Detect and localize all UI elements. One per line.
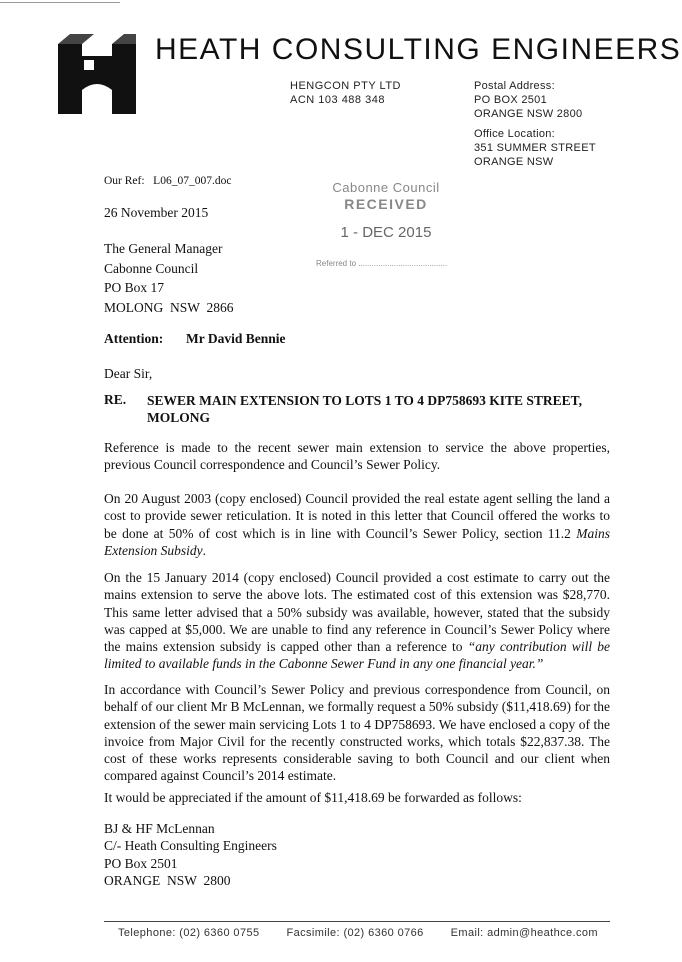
recipient-address [104, 239, 234, 317]
forwarding-line: BJ & HF McLennan [104, 821, 215, 836]
office-line: 351 SUMMER STREET [474, 142, 596, 154]
scan-edge-line [0, 2, 120, 3]
policy-section-title: Mains Extension Subsidy [104, 525, 610, 558]
forwarding-line: C/- Heath Consulting Engineers [104, 838, 277, 854]
footer-email: Email: admin@heathce.com [450, 927, 598, 939]
subject-text: SEWER MAIN EXTENSION TO LOTS 1 TO 4 DP758693 KITE STREET, MOLONG [147, 393, 582, 425]
stamp-referred: Referred to ........................................ [316, 259, 448, 268]
paragraph-text: On 20 August 2003 (copy enclosed) Council provided the real estate agent selling the land a cost to provide sewer reticulation. It is noted in this letter that Council offered the works to be done at 50% of cost which is in line with Council’s Sewer Policy, section 11.2 [104, 491, 610, 541]
attention-line [104, 331, 286, 347]
recipient-line: MOLONG NSW 2866 [104, 299, 234, 315]
forwarding-line: ORANGE NSW 2800 [104, 872, 231, 888]
letter-date: 26 November 2015 [104, 205, 209, 220]
footer-contacts [118, 927, 598, 939]
paragraph-text: . [202, 542, 206, 558]
attention-name: Mr David Bennie [186, 331, 286, 346]
recipient-line: The General Manager [104, 241, 223, 256]
body-paragraph [104, 490, 610, 559]
attention-label: Attention: [104, 331, 164, 346]
our-reference: Our Ref: L06_07_007.doc [104, 175, 232, 187]
company-acn: ACN 103 488 348 [290, 94, 385, 106]
salutation: Dear Sir, [104, 366, 153, 381]
company-logo [58, 34, 136, 114]
postal-line: PO BOX 2501 [474, 94, 548, 106]
footer-facsimile: Facsimile: (02) 6360 0766 [286, 927, 424, 939]
paragraph-text: On the 15 January 2014 (copy enclosed) Council provided a cost estimate to carry out the mains extension to serve the above lots. The estimated cost of this extension was $28,770. This same letter advised that a 50% subsidy was available, however, stated that the subsidy was capped at $5,000. We are unable to find any reference in Council’s Sewer Policy where the mains extension subsidy is capped other than a reference to [104, 570, 610, 655]
forwarding-line: PO Box 2501 [104, 855, 178, 871]
body-paragraph [104, 569, 610, 673]
postal-line: ORANGE NSW 2800 [474, 108, 583, 120]
body-paragraph: It would be appreciated if the amount of $11,418.69 be forwarded as follows: [104, 790, 522, 805]
subject-line [104, 392, 610, 426]
stamp-received: RECEIVED [344, 196, 428, 212]
stamp-council: Cabonne Council [332, 180, 440, 195]
firm-name: HEATH CONSULTING ENGINEERS [155, 33, 682, 66]
company-details [290, 79, 401, 107]
postal-heading: Postal Address: [474, 80, 555, 92]
policy-quote: “any contribution will be limited to available funds in the Cabonne Sewer Fund in any one financial year.” [104, 639, 610, 672]
office-location [474, 127, 596, 169]
footer-telephone: Telephone: (02) 6360 0755 [118, 927, 260, 939]
stamp-date: 1 - DEC 2015 [340, 224, 432, 241]
postal-address [474, 79, 582, 121]
footer-divider [104, 921, 610, 922]
office-heading: Office Location: [474, 128, 556, 140]
body-paragraph: Reference is made to the recent sewer main extension to service the above properties, previous Council correspondence and Council’s Sewer Policy. [104, 440, 610, 473]
subject-label: RE. [104, 392, 127, 407]
forwarding-address [104, 820, 277, 889]
office-line: ORANGE NSW [474, 156, 554, 168]
body-paragraph: In accordance with Council’s Sewer Policy and previous correspondence from Council, on behalf of our client Mr B McLennan, we formally request a 50% subsidy ($11,418.69) for the extension of the sewer main servicing Lots 1 to 4 DP758693. We have enclosed a copy of the invoice from Major Civil for the recently constructed works, which totals $22,837.38. The cost of these works represents considerable saving to both Council and our client when compared against Council’s 2014 estimate. [104, 682, 610, 784]
recipient-line: PO Box 17 [104, 280, 165, 295]
company-name: HENGCON PTY LTD [290, 80, 401, 92]
recipient-line: Cabonne Council [104, 260, 199, 276]
received-stamp [316, 180, 456, 268]
